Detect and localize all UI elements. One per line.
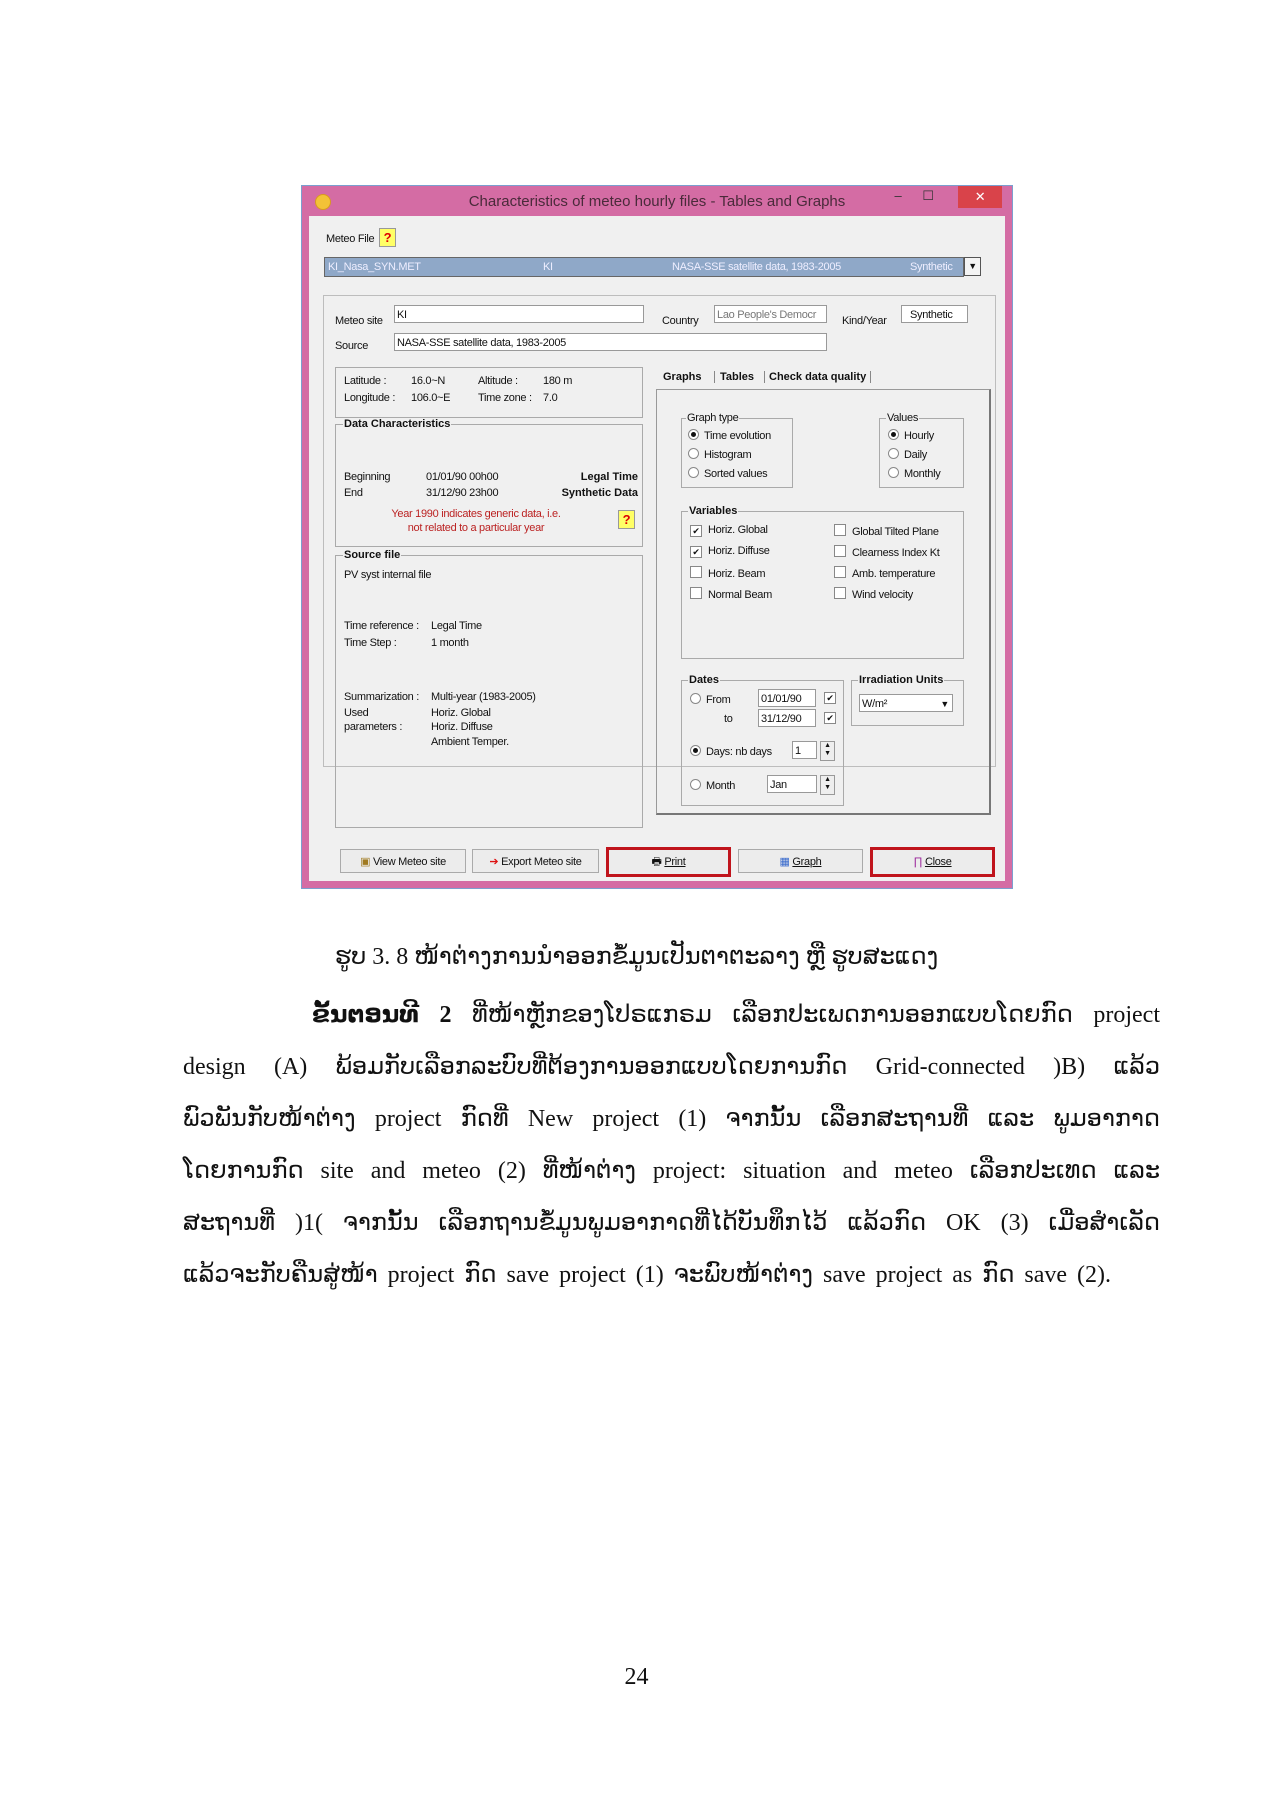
coordinates-box [335,367,643,418]
tab-graphs[interactable]: Graphs [663,371,702,383]
variables-title: Variables [689,505,738,517]
data-characteristics-title: Data Characteristics [344,418,451,430]
tab-tables[interactable]: Tables [714,371,754,383]
meteo-site-input[interactable]: KI [394,305,644,323]
minimize-button[interactable]: – [894,188,902,203]
beginning-label: Beginning [344,471,391,483]
altitude-value: 180 m [543,375,573,387]
to-label: to [724,713,733,725]
meteo-file-label: Meteo File [326,233,375,245]
checkbox-horiz-diffuse[interactable]: ✔ Horiz. Diffuse [690,545,770,558]
synthetic-data-text: Synthetic Data [561,487,638,499]
checkbox-amb-temperature[interactable]: Amb. temperature [834,566,935,580]
from-date-checkbox[interactable]: ✔ [824,692,836,704]
radio-time-evolution[interactable]: Time evolution [688,429,771,442]
figure-caption: ຮູບ 3. 8 ໜ້າຕ່າງການນໍາອອກຂໍ້ມູນເປັນຕາຕະລາງ ຫຼື ຮູບສະແດງ [334,944,939,970]
used-params-label-2: parameters : [344,721,403,733]
latitude-label: Latitude : [344,375,387,387]
view-site-icon: ▣ [360,856,371,868]
altitude-label: Altitude : [478,375,518,387]
checkbox-clearness-index[interactable]: Clearness Index Kt [834,545,940,559]
generic-year-note [376,507,576,535]
radio-month[interactable]: Month [690,779,735,792]
paragraph-line: design (A) ພ້ອມກັບເລືອກລະບົບທີ່ຕ້ອງການອອກແບບໂດຍການກົດ Grid-connected )B) ແລ້ວ [183,1054,1160,1080]
longitude-label: Longitude : [344,392,396,404]
chevron-down-icon: ▼ [940,699,949,709]
graph-type-title: Graph type [687,412,739,424]
paragraph-line: ພົວພັນກັບໜ້າຕ່າງ project ກົດທີ່ New project (1) ຈາກນັ້ນ ເລືອກສະຖານທີ່ ແລະ ພູມອາກາດ [183,1106,1160,1132]
meteo-file-kind: Synthetic [910,261,953,273]
window-close-button[interactable]: ✕ [958,186,1002,208]
radio-histogram[interactable]: Histogram [688,448,751,461]
time-step-value: 1 month [431,637,469,649]
values-title: Values [887,412,919,424]
time-reference-label: Time reference : [344,620,419,632]
irradiation-units-value: W/m² [862,698,888,710]
radio-from[interactable]: From [690,693,730,706]
step-label: ຂັ້ນຕອນທີ 2 [312,1002,452,1028]
title-bar [302,186,1012,216]
meteo-file-source: NASA-SSE satellite data, 1983-2005 [672,261,841,273]
used-params-label: Used [344,707,369,719]
export-icon: ➔ [489,856,499,868]
meteo-file-name: KI_Nasa_SYN.MET [328,261,421,273]
checkbox-horiz-beam[interactable]: Horiz. Beam [690,566,765,580]
time-step-label: Time Step : [344,637,397,649]
month-input[interactable]: Jan [767,775,817,793]
source-label: Source [335,340,369,352]
latitude-value: 16.0~N [411,375,445,387]
variables-group [681,505,964,659]
data-help-icon[interactable]: ? [618,510,635,529]
country-input[interactable]: Lao People's Democr [714,305,827,323]
month-spinner[interactable]: ▲ ▼ [820,775,835,795]
summarization-value: Multi-year (1983-2005) [431,691,536,703]
dates-group [681,674,844,806]
paragraph-line: ແລ້ວຈະກັບຄືນສູ່ໜ້າ project ກົດ save project (1) ຈະພົບໜ້າຕ່າງ save project as ກົດ save (2). [183,1262,1112,1288]
time-reference-value: Legal Time [431,620,482,632]
paragraph-line: ສະຖານທີ່ )1( ຈາກນັ້ນ ເລືອກຖານຂໍ້ມູນພູມອາກາດທີ່ໄດ້ບັນທຶກໄວ້ ແລ້ວກົດ OK (3) ເມື່ອສຳເລັດ [183,1210,1160,1236]
maximize-button[interactable]: ☐ [922,188,934,203]
graph-button[interactable]: ▦ Graph [738,849,863,873]
checkbox-global-tilted-plane[interactable]: Global Tilted Plane [834,524,939,538]
radio-sorted-values[interactable]: Sorted values [688,467,767,480]
timezone-label: Time zone : [478,392,532,404]
paragraph-line: ໂດຍການກົດ site and meteo (2) ທີ່ໜ້າຕ່າງ project: situation and meteo ເລືອກປະເທດ ແລະ [183,1158,1160,1184]
radio-days[interactable]: Days: nb days [690,745,772,758]
radio-hourly[interactable]: Hourly [888,429,934,442]
radio-daily[interactable]: Daily [888,448,927,461]
radio-monthly[interactable]: Monthly [888,467,940,480]
end-value: 31/12/90 23h00 [426,487,499,499]
irradiation-units-group [851,674,964,726]
values-group [879,412,964,488]
source-input[interactable]: NASA-SSE satellite data, 1983-2005 [394,333,827,351]
meteo-tables-graphs-window [301,185,1013,889]
from-date-input[interactable]: 01/01/90 [758,689,816,707]
chevron-down-icon[interactable]: ▼ [964,257,981,276]
note-line-2: not related to a particular year [407,522,545,534]
to-date-checkbox[interactable]: ✔ [824,712,836,724]
dates-title: Dates [689,674,719,686]
data-characteristics-box [335,418,643,547]
window-client [309,216,1005,881]
nb-days-input[interactable]: 1 [792,741,817,759]
legal-time-text: Legal Time [580,471,638,483]
page-number: 24 [624,1664,649,1690]
checkbox-wind-velocity[interactable]: Wind velocity [834,587,913,601]
export-meteo-site-button[interactable]: ➔ Export Meteo site [472,849,599,873]
close-button[interactable]: ∏ Close [870,847,995,877]
window-title: Characteristics of meteo hourly files - Tables and Graphs [468,193,846,210]
timezone-value: 7.0 [543,392,558,404]
note-line-1: Year 1990 indicates generic data, i.e. [391,508,561,520]
checkbox-normal-beam[interactable]: Normal Beam [690,587,772,601]
source-file-box [335,549,643,828]
longitude-value: 106.0~E [411,392,451,404]
country-label: Country [662,315,699,327]
to-date-input[interactable]: 31/12/90 [758,709,816,727]
irradiation-units-title: Irradiation Units [859,674,944,686]
print-button[interactable]: 🖶 Print [606,847,731,877]
summarization-label: Summarization : [344,691,419,703]
printer-icon: 🖶 [651,856,662,868]
param-item: Horiz. Diffuse [431,721,493,733]
beginning-value: 01/01/90 00h00 [426,471,499,483]
paragraph-line: ຂັ້ນຕອນທີ 2 ທີ່ໜ້າຫຼັກຂອງໂປຣແກຣມ ເລືອກປະເພດການອອກແບບໂດຍກົດ project [312,1002,1160,1028]
end-label: End [344,487,363,499]
meteo-site-label: Meteo site [335,315,383,327]
graph-type-group [681,412,793,488]
irradiation-units-select[interactable] [859,694,953,712]
param-item: Horiz. Global [431,707,491,719]
meteo-file-select[interactable] [324,257,964,277]
tab-check-data-quality[interactable]: Check data quality [764,371,871,383]
kind-year-label: Kind/Year [842,315,887,327]
nb-days-spinner[interactable]: ▲ ▼ [820,741,835,761]
kind-year-input[interactable]: Synthetic [901,305,968,323]
meteo-file-site: KI [543,261,553,273]
graph-icon: ▦ [779,856,790,868]
param-item: Ambient Temper. [431,736,509,748]
view-meteo-site-button[interactable]: ▣ View Meteo site [340,849,466,873]
graphs-tab-panel [656,389,991,815]
source-file-value: PV syst internal file [344,569,432,581]
meteo-file-help-icon[interactable]: ? [379,228,396,247]
door-exit-icon: ∏ [913,856,923,868]
source-file-title: Source file [344,549,401,561]
checkbox-horiz-global[interactable]: ✔ Horiz. Global [690,524,768,537]
